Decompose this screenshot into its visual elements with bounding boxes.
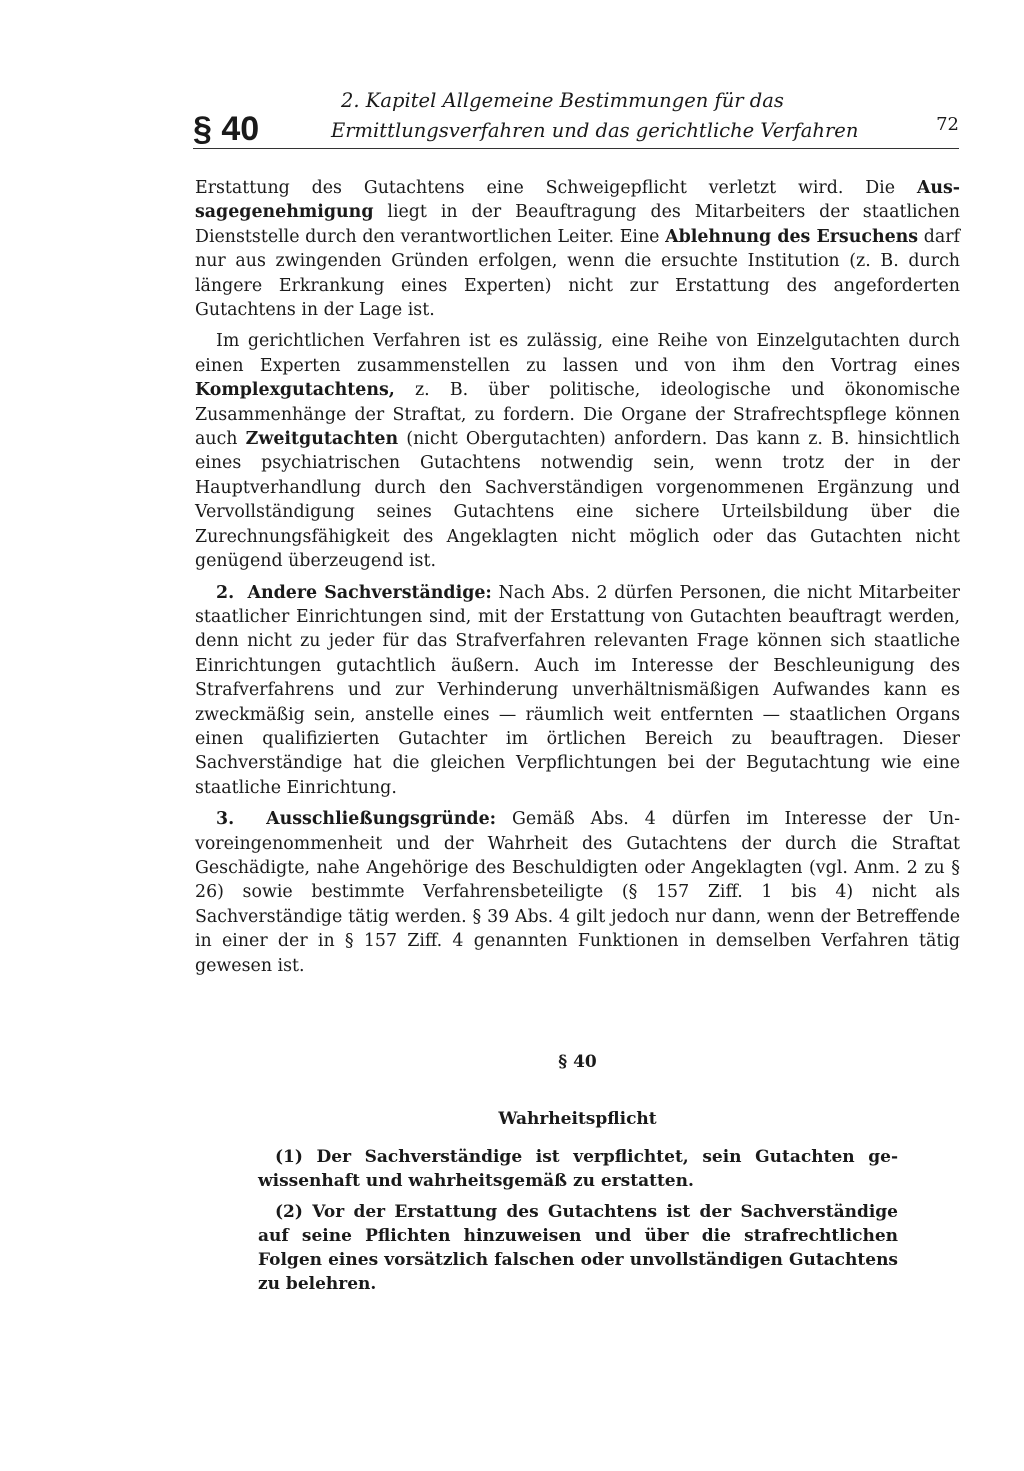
running-header (193, 82, 961, 154)
page-number: 72 (936, 114, 959, 135)
bold-term: Zweitgutachten (245, 429, 399, 450)
section-paragraph-1: (1) Der Sachverständige ist verpflichtet, sein Gutachten gewissenhaft und wahrheitsgemäß zu erstatten. (258, 1147, 898, 1191)
annotation-number: 2. (216, 582, 235, 603)
annotation-heading: Andere Sachverständige: (247, 582, 492, 603)
commentary-paragraph: Im gerichtlichen Verfahren ist es zulässig, eine Reihe von Einzelgutachten durch einen Experten zusammenstellen zu lassen und von ihm den Vortrag eines Komplexgutachtens, z. B. über politische, ideologische und ökonomische Zusammenhänge der Straftat, zu fordern. Die Organe der Strafrechtspflege können auch Zweitgutachten (nicht Obergutachten) anfordern. Das kann z. B. hinsichtlich eines psychiatrischen Gutachtens notwendig sein, wenn trotz der in der Hauptverhandlung durch den Sachverständigen vorgenommenen Ergänzung und Vervollständigung seines Gutachtens eine sichere Urteilsbildung über die Zurechnungsfähigkeit des Angeklagten nicht möglich oder das Gutachten nicht genügend überzeugend ist. (195, 331, 960, 572)
section-paragraph-2: (2) Vor der Erstattung des Gutachtens ist der Sachverständige auf seine Pflichten hinzuweisen und über die strafrechtlichen Folgen eines vorsätzlich falschen oder unvollständigen Gutachtens zu belehren. (258, 1202, 898, 1294)
commentary-text (195, 176, 960, 978)
section-title: Wahrheitspflicht (498, 1109, 657, 1129)
header-divider (193, 148, 959, 149)
annotation-3: 3. Ausschließungsgründe: Gemäß Abs. 4 dürfen im Interesse der Unvoreingenommenheit und der Wahrheit des Gutachtens der durch die Straftat Geschädigte, nahe Angehörige des Beschuldigten oder Angeklagten (vgl. Anm. 2 zu § 26) sowie bestimmte Verfahrensbeteiligte (§ 157 Ziff. 1 bis 4) nicht als Sachverständige tätig werden. § 39 Abs. 4 gilt jedoch nur dann, wenn der Betreffende in einer der in § 157 Ziff. 4 genannten Funktionen in demselben Verfahren tätig gewesen ist. (195, 809, 960, 976)
section-number: § 40 (558, 1052, 597, 1072)
bold-term: Komplexgutachtens, (195, 380, 395, 401)
annotation-2: 2. Andere Sachverständige: Nach Abs. 2 dürfen Personen, die nicht Mitarbeiter staatlicher Einrichtungen sind, mit der Erstattung von Gutachten beauftragt werden, denn nicht zu jeder für das Strafverfahren relevanten Frage können sich staatliche Einrichtungen gutachtlich äußern. Auch im Interesse der Beschleunigung des Strafverfahrens und zur Verhinderung unverhältnismäßigen Aufwandes kann es zweckmäßig sein, anstelle eines — räumlich weit entfernten — staatlichen Organs einen qualifizierten Gutachter im örtlichen Bereich zu beauftragen. Dieser Sachverständige hat die gleichen Verpflichtungen bei der Begutachtung wie eine staatliche Einrichtung. (195, 582, 960, 798)
header-section-number: § 40 (193, 110, 260, 148)
bold-term: Ablehnung des Ersuchens (665, 226, 919, 247)
commentary-paragraph: Erstattung des Gutachtens eine Schweigepflicht verletzt wird. Die Aussagegenehmigung liegt in der Beauftragung des Mitarbeiters der staatlichen Dienststelle durch den verantwortlichen Leiter. Eine Ablehnung des Ersuchens darf nur aus zwingenden Gründen erfolgen, wenn die ersuchte Institution (z. B. durch längere Erkrankung eines Experten) nicht zur Erstattung des angeforderten Gutachtens in der Lage ist. (195, 178, 960, 321)
header-chapter-title (331, 86, 931, 146)
header-chapter-line-1: 2. Kapitel Allgemeine Bestimmungen für das (341, 89, 784, 112)
annotation-number: 3. (216, 809, 235, 830)
annotation-heading: Ausschließungsgründe: (266, 809, 497, 830)
header-chapter-line-2: Ermittlungsverfahren und das gerichtliche Verfahren (331, 119, 859, 142)
section-text (258, 1145, 898, 1296)
bold-term: Aussagegenehmigung (195, 178, 960, 223)
